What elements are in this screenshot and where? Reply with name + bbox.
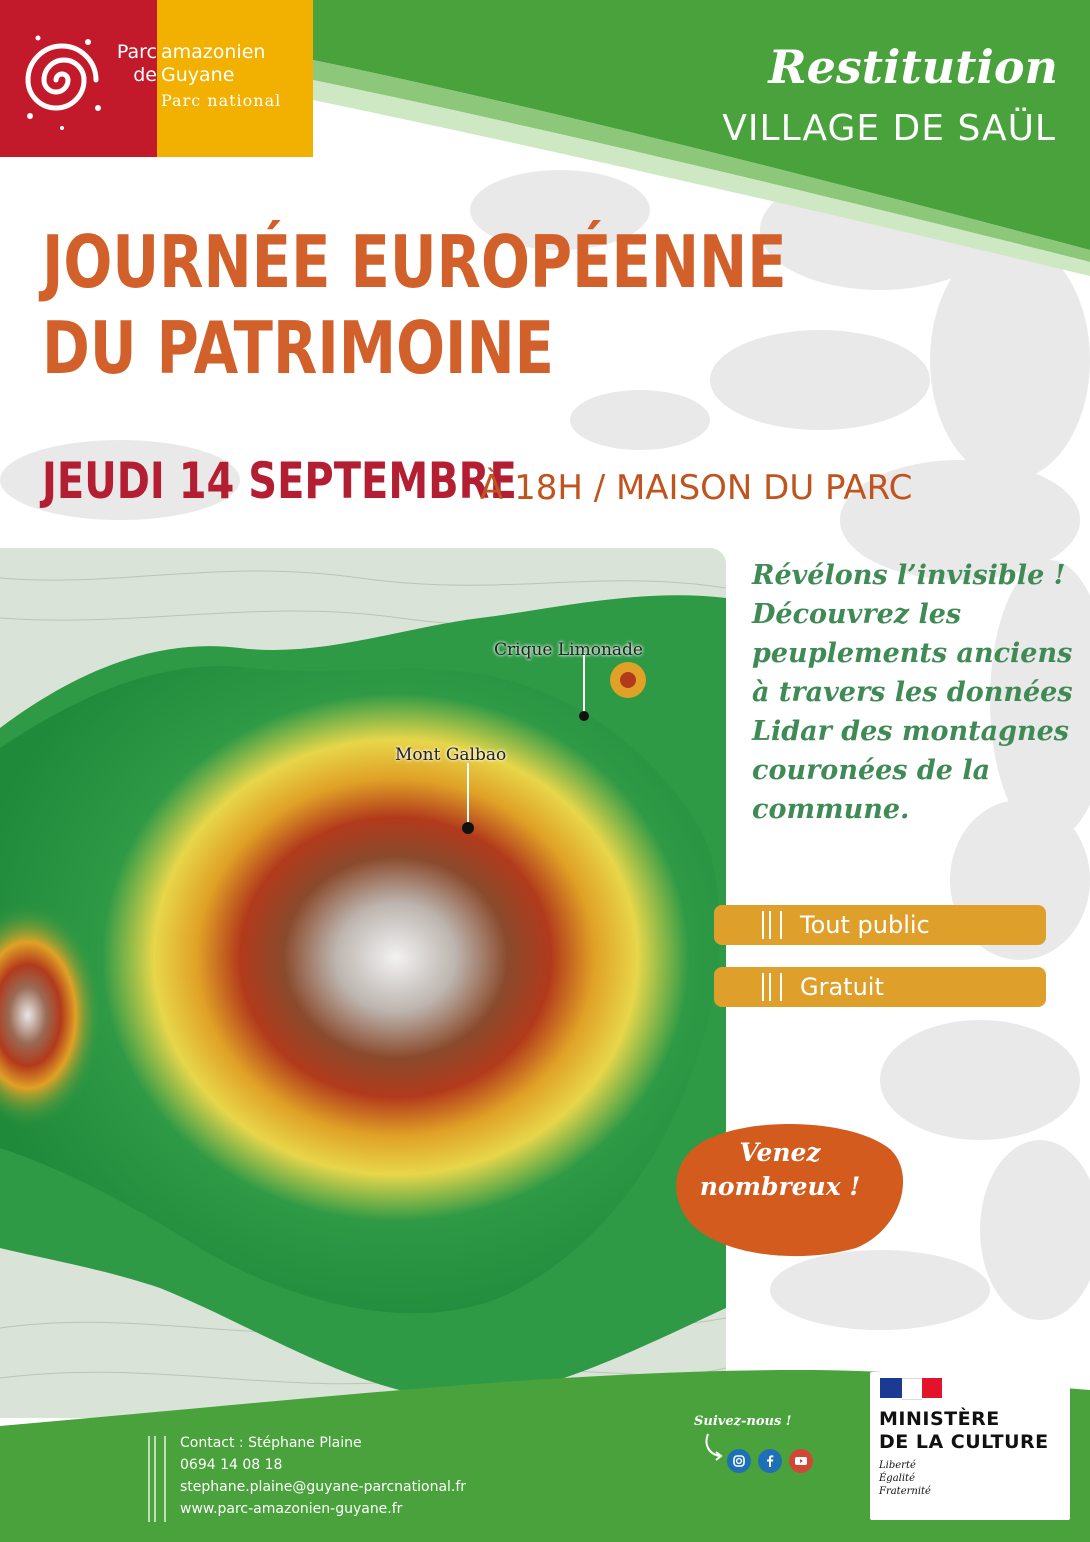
marianne-flag-icon: [880, 1378, 902, 1398]
youtube-icon[interactable]: [789, 1449, 813, 1473]
footer-bars-icon: [148, 1436, 166, 1522]
pill-bars-icon: [762, 911, 782, 939]
price-label: Gratuit: [800, 973, 884, 1001]
ministry-name-line-2: DE LA CULTURE: [879, 1431, 1049, 1453]
logo-text-amazonien: amazonien: [161, 41, 266, 63]
cta-text: [690, 1136, 870, 1204]
event-time-place: À 18H / MAISON DU PARC: [480, 468, 913, 508]
audience-label: Tout public: [800, 911, 930, 939]
description-line-4: à travers les données: [752, 677, 1073, 708]
map-label-mont-galbao: Mont Galbao: [395, 745, 507, 765]
website-link[interactable]: www.parc-amazonien-guyane.fr: [180, 1501, 403, 1517]
lidar-terrain-image: [0, 548, 726, 1418]
contact-phone[interactable]: 0694 14 08 18: [180, 1457, 283, 1473]
lidar-map: [0, 548, 726, 1418]
marianne-flag-white: [902, 1378, 922, 1400]
curved-arrow-icon: [702, 1432, 726, 1462]
logo-text-de: de: [133, 64, 157, 86]
pill-bars-icon: [762, 973, 782, 1001]
description-line-6: couronées de la: [752, 755, 991, 786]
village-heading: VILLAGE DE SAÜL: [722, 108, 1056, 149]
ministry-name-line-1: MINISTÈRE: [879, 1408, 1000, 1430]
motto-liberte: Liberté: [879, 1460, 916, 1471]
contact-name: Contact : Stéphane Plaine: [180, 1435, 362, 1451]
follow-us-label: Suivez-nous !: [694, 1414, 792, 1429]
motto-egalite: Égalité: [879, 1473, 915, 1484]
logo-text-parc: Parc: [116, 41, 157, 63]
description-line-2: Découvrez les: [752, 599, 962, 630]
logo-text-guyane: Guyane: [161, 64, 235, 86]
logo-text-parc-national: Parc national: [161, 91, 282, 110]
facebook-icon[interactable]: [758, 1449, 782, 1473]
description-line-5: Lidar des montagnes: [752, 716, 1069, 747]
description-line-7: commune.: [752, 794, 910, 825]
cta-line-2: nombreux !: [699, 1172, 861, 1201]
marianne-flag-red: [922, 1378, 942, 1398]
motto-fraternite: Fraternité: [879, 1486, 931, 1497]
audience-badge: [714, 905, 1046, 945]
instagram-icon[interactable]: [727, 1449, 751, 1473]
map-label-crique-limonade: Crique Limonade: [494, 640, 643, 660]
description-line-1: Révélons l’invisible !: [752, 560, 1066, 591]
price-badge: [714, 967, 1046, 1007]
event-date: JEUDI 14 SEPTEMBRE: [42, 452, 517, 510]
title-line-1: JOURNÉE EUROPÉENNE: [42, 220, 787, 304]
contact-email-link[interactable]: stephane.plaine@guyane-parcnational.fr: [180, 1479, 467, 1495]
description-line-3: peuplements anciens: [752, 638, 1073, 669]
title-line-2: DU PATRIMOINE: [42, 306, 555, 390]
cta-line-1: Venez: [739, 1138, 821, 1167]
restitution-heading: Restitution: [768, 40, 1058, 94]
